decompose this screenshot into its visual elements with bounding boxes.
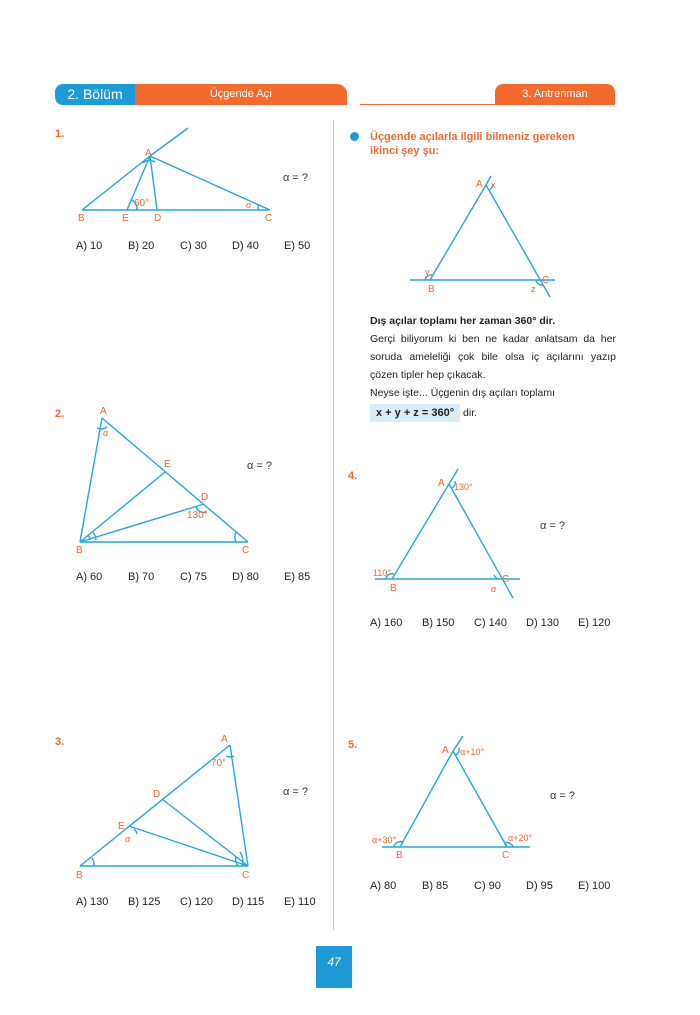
q5-line-ba xyxy=(400,751,453,847)
q1-option-a[interactable]: A) 10 xyxy=(76,240,103,252)
q4-angle-a: 130° xyxy=(454,482,473,492)
q2-angle-130: 130° xyxy=(187,510,208,521)
q4-option-b[interactable]: B) 150 xyxy=(422,617,455,629)
q3-label-b: B xyxy=(76,870,83,881)
q3-line-dc xyxy=(162,799,248,866)
q4-line-ba xyxy=(392,484,449,579)
q2-label-e: E xyxy=(164,459,171,470)
q4-options xyxy=(370,617,630,629)
q5-label-a: A xyxy=(442,745,449,756)
q4-alpha: α xyxy=(491,584,497,594)
q1-label-c: C xyxy=(265,213,273,224)
q3-label-d: D xyxy=(153,789,161,800)
q1-option-b[interactable]: B) 20 xyxy=(128,240,155,252)
note-formula: x + y + z = 360° xyxy=(370,404,460,422)
q2-line-ac xyxy=(102,418,248,542)
q2-alpha: α xyxy=(103,428,109,438)
q3-arc-e xyxy=(134,829,137,834)
q2-arc-b2 xyxy=(93,532,96,540)
q5-figure xyxy=(370,733,550,863)
q2-option-d[interactable]: D) 80 xyxy=(232,571,259,583)
q3-figure xyxy=(70,728,270,883)
q2-options xyxy=(76,571,336,583)
q2-alpha-question: α = ? xyxy=(247,460,273,472)
q4-label-b: B xyxy=(390,583,397,594)
q4-alpha-question: α = ? xyxy=(540,520,566,532)
q5-angle-a: α+10° xyxy=(460,747,485,757)
q2-label-d: D xyxy=(201,492,209,503)
q4-option-a[interactable]: A) 160 xyxy=(370,617,403,629)
q4-number: 4. xyxy=(348,470,358,482)
q1-alpha-question: α = ? xyxy=(283,172,309,184)
q2-line-bd xyxy=(80,504,204,542)
note-text xyxy=(370,312,616,422)
q1-angle-60: 60° xyxy=(134,198,150,209)
note-label-z: z xyxy=(531,284,536,294)
q3-alpha: α xyxy=(125,834,131,844)
q4-label-a: A xyxy=(438,478,445,489)
q5-alpha-question: α = ? xyxy=(550,790,576,802)
note-label-y: y xyxy=(425,267,430,277)
header-divider xyxy=(360,104,495,105)
q2-option-a[interactable]: A) 60 xyxy=(76,571,103,583)
q3-line-ec xyxy=(129,826,248,866)
q1-alpha: α xyxy=(246,200,252,210)
q1-number: 1. xyxy=(55,128,65,140)
note-bold-line: Dış açılar toplamı her zaman 360° dir. xyxy=(370,315,556,327)
q5-angle-c: α+20° xyxy=(508,833,533,843)
q2-number: 2. xyxy=(55,408,65,420)
q2-line-be xyxy=(80,472,165,542)
topic-tab: Üçgende Açı xyxy=(135,84,347,105)
q1-line-ad xyxy=(150,156,157,210)
q1-label-e: E xyxy=(122,213,129,224)
q2-line-ba xyxy=(80,418,102,542)
note-label-b: B xyxy=(428,284,435,295)
note-label-a: A xyxy=(476,179,483,190)
q5-option-b[interactable]: B) 85 xyxy=(422,880,449,892)
q4-figure xyxy=(370,466,530,601)
q4-option-d[interactable]: D) 130 xyxy=(526,617,560,629)
q3-number: 3. xyxy=(55,736,65,748)
q3-line-ba xyxy=(80,745,230,866)
q1-label-a: A xyxy=(145,148,152,159)
q1-extension xyxy=(150,128,188,156)
q3-label-e: E xyxy=(118,821,125,832)
q3-option-d[interactable]: D) 115 xyxy=(232,896,265,908)
page-number: 47 xyxy=(316,946,352,988)
note-label-x: x xyxy=(491,180,496,190)
q5-label-b: B xyxy=(396,850,403,861)
q3-alpha-question: α = ? xyxy=(283,786,309,798)
q1-option-c[interactable]: C) 30 xyxy=(180,240,207,252)
note-line-ba xyxy=(430,185,486,280)
q5-option-e[interactable]: E) 100 xyxy=(578,880,611,892)
q4-label-c: C xyxy=(502,574,510,585)
q3-arc-b xyxy=(92,858,94,866)
q5-option-c[interactable]: C) 90 xyxy=(474,880,501,892)
q2-option-c[interactable]: C) 75 xyxy=(180,571,207,583)
q2-option-e[interactable]: E) 85 xyxy=(284,571,311,583)
q3-option-e[interactable]: E) 110 xyxy=(284,896,316,908)
note-para1: Gerçi biliyorum ki ben ne kadar anlatsam da her soruda ameleliği çok bile olsa iç açılarını yazıp çözen tipler hep çıkacak. xyxy=(370,333,616,381)
q3-option-a[interactable]: A) 130 xyxy=(76,896,109,908)
q5-option-d[interactable]: D) 95 xyxy=(526,880,553,892)
q5-angle-b: α+30° xyxy=(372,835,397,845)
q5-number: 5. xyxy=(348,739,358,751)
q3-label-c: C xyxy=(242,870,250,881)
q5-arc-a xyxy=(456,748,459,755)
q3-option-b[interactable]: B) 125 xyxy=(128,896,161,908)
q1-option-d[interactable]: D) 40 xyxy=(232,240,259,252)
q5-option-a[interactable]: A) 80 xyxy=(370,880,397,892)
q2-arc-c xyxy=(235,532,236,542)
q1-label-b: B xyxy=(78,213,85,224)
q3-label-a: A xyxy=(221,734,228,745)
q4-angle-b: 110° xyxy=(373,568,391,578)
note-title: Üçgende açılarla ilgili bilmeniz gereken ikinci şey şu: xyxy=(370,131,575,157)
section-tab: 2. Bölüm xyxy=(55,84,135,105)
q3-arc-a xyxy=(226,756,234,757)
q3-options xyxy=(76,896,336,908)
note-bullet xyxy=(350,132,359,141)
q3-option-c[interactable]: C) 120 xyxy=(180,896,214,908)
note-para2: Neyse işte... Üçgenin dış açıları toplamı xyxy=(370,387,555,399)
q2-figure xyxy=(70,400,273,560)
q1-line-ac xyxy=(150,156,270,210)
q2-label-a: A xyxy=(100,406,107,417)
note-figure xyxy=(405,170,565,300)
q2-label-b: B xyxy=(76,545,83,556)
q2-label-c: C xyxy=(242,545,250,556)
q3-line-ac xyxy=(230,745,248,866)
q3-angle-70: 70° xyxy=(211,758,227,769)
practice-tab: 3. Antrenman xyxy=(495,84,615,105)
q4-option-c[interactable]: C) 140 xyxy=(474,617,508,629)
q1-option-e[interactable]: E) 50 xyxy=(284,240,311,252)
q4-option-e[interactable]: E) 120 xyxy=(578,617,611,629)
note-label-c: C xyxy=(542,275,550,286)
q1-label-d: D xyxy=(154,213,162,224)
q2-option-b[interactable]: B) 70 xyxy=(128,571,155,583)
q5-options xyxy=(370,880,630,892)
q5-line-ac xyxy=(453,751,507,847)
q5-label-c: C xyxy=(502,850,510,861)
q1-options xyxy=(76,240,336,252)
note-formula-suffix: dir. xyxy=(463,407,478,419)
q1-figure xyxy=(70,122,310,227)
